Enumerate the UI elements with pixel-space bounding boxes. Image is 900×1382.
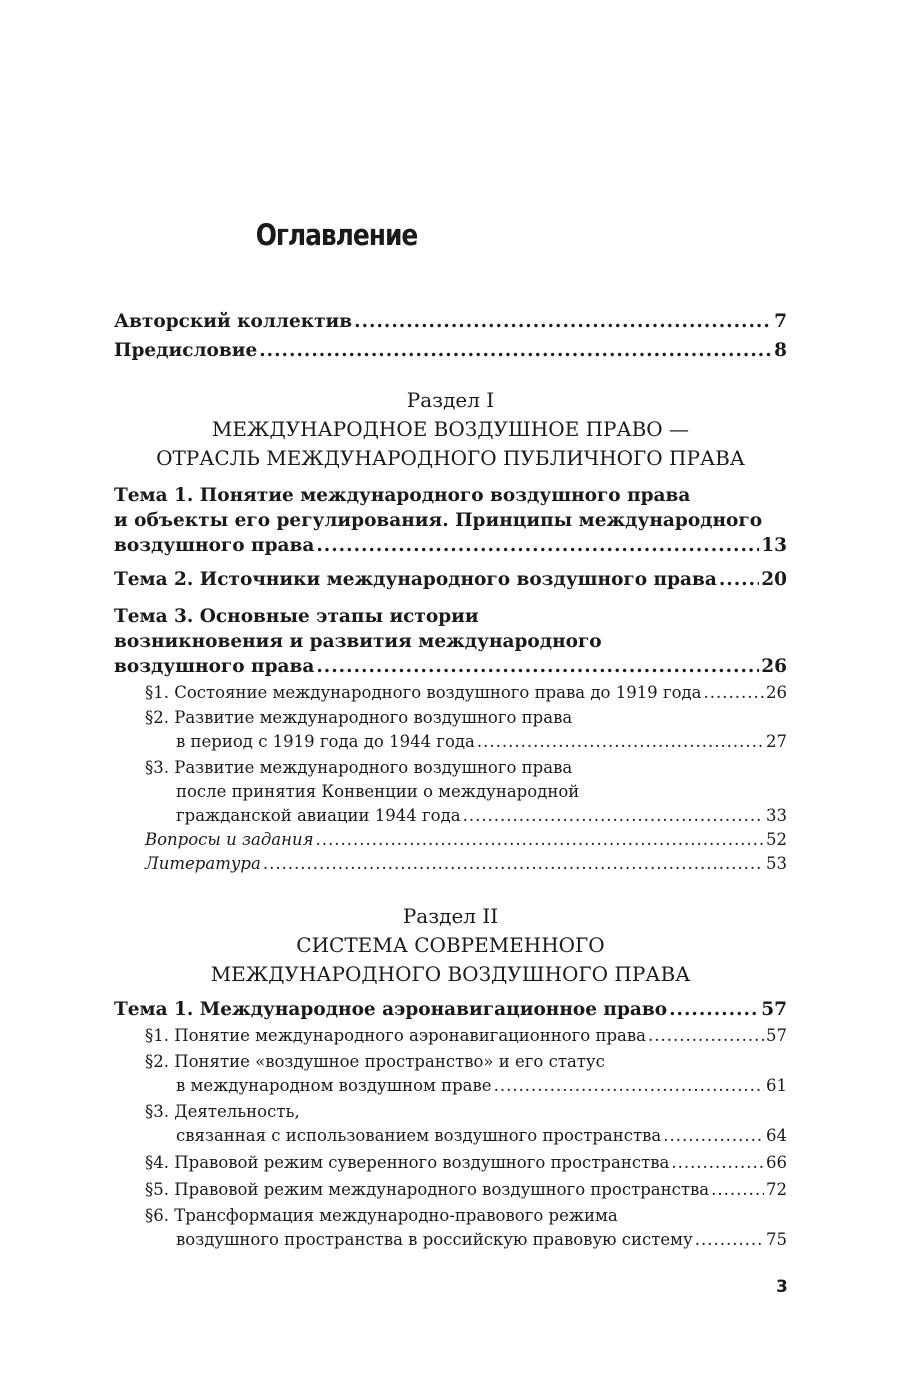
- leader-dots: [704, 681, 764, 705]
- toc-entry-text: возникновения и развития международного: [114, 631, 602, 652]
- toc-entry-text: Вопросы и задания: [145, 830, 314, 849]
- toc-entry-text: в период с 1919 года до 1944 года: [176, 732, 475, 751]
- toc-page-number: 57: [766, 1026, 787, 1045]
- toc-entry-s1-questions[interactable]: [114, 828, 787, 852]
- toc-entry-text: гражданской авиации 1944 года: [176, 806, 461, 825]
- toc-entry-s2-topic1[interactable]: [114, 997, 787, 1022]
- toc-entry-authors[interactable]: [114, 309, 787, 334]
- toc-entry-text: после принятия Конвенции о международной: [176, 782, 580, 801]
- toc-page-number: 64: [766, 1126, 787, 1145]
- page-title: Оглавление: [255, 218, 418, 252]
- section-1-heading: [114, 386, 787, 473]
- leader-dots: [316, 533, 759, 558]
- section-name-line: ОТРАСЛЬ МЕЖДУНАРОДНОГО ПУБЛИЧНОГО ПРАВА: [156, 446, 745, 470]
- toc-page-number: 52: [766, 830, 787, 849]
- toc-entry-text: связанная с использованием воздушного пространства: [176, 1126, 662, 1145]
- toc-entry-text: §3. Деятельность,: [145, 1102, 300, 1121]
- toc-page-number: 13: [761, 535, 787, 556]
- toc-entry-s1-topic1[interactable]: [114, 483, 787, 558]
- page-number: 3: [776, 1277, 788, 1297]
- toc-page-number: 8: [774, 340, 787, 361]
- toc-page-number: 75: [766, 1230, 787, 1249]
- toc-entry-s1-t3-p2[interactable]: [114, 706, 787, 754]
- leader-dots: [719, 567, 759, 592]
- leader-dots: [463, 804, 764, 828]
- toc-entry-s1-literature[interactable]: [114, 852, 787, 876]
- toc-entry-s2-t1-p5[interactable]: [114, 1178, 787, 1202]
- toc-entry-text: §5. Правовой режим международного воздушного пространства: [145, 1180, 710, 1199]
- toc-entry-preface[interactable]: [114, 338, 787, 363]
- leader-dots: [263, 852, 764, 876]
- toc-page-number: 26: [766, 683, 787, 702]
- toc-page-number: 53: [766, 854, 787, 873]
- toc-entry-text: §3. Развитие международного воздушного права: [145, 758, 573, 777]
- toc-entry-text: §1. Состояние международного воздушного права до 1919 года: [145, 683, 702, 702]
- toc-entry-text: Тема 1. Международное аэронавигационное право: [114, 999, 668, 1020]
- toc-entry-text: воздушного пространства в российскую правовую систему: [176, 1230, 693, 1249]
- toc-entry-text: Тема 1. Понятие международного воздушного права: [114, 485, 691, 506]
- toc-entry-s2-t1-p1[interactable]: [114, 1024, 787, 1048]
- section-name-line: МЕЖДУНАРОДНОЕ ВОЗДУШНОЕ ПРАВО —: [211, 417, 690, 441]
- toc-page-number: 27: [766, 732, 787, 751]
- toc-entry-text: §2. Развитие международного воздушного права: [145, 708, 573, 727]
- leader-dots: [695, 1228, 764, 1252]
- toc-page-number: 7: [774, 311, 787, 332]
- toc-entry-text: Тема 3. Основные этапы истории: [114, 606, 479, 627]
- leader-dots: [663, 1124, 764, 1148]
- section-number: Раздел II: [402, 904, 499, 928]
- toc-entry-text: §4. Правовой режим суверенного воздушного пространства: [145, 1153, 670, 1172]
- toc-entry-s1-t3-p3[interactable]: [114, 756, 787, 828]
- toc-entry-text: Литература: [145, 854, 261, 873]
- toc-page-number: 26: [761, 656, 787, 677]
- section-name-line: СИСТЕМА СОВРЕМЕННОГО: [296, 933, 605, 957]
- leader-dots: [648, 1024, 764, 1048]
- toc-entry-s1-topic3[interactable]: [114, 604, 787, 679]
- toc-page-number: 33: [766, 806, 787, 825]
- toc-entry-text: §1. Понятие международного аэронавигационного права: [145, 1026, 646, 1045]
- leader-dots: [711, 1178, 764, 1202]
- toc-entry-s2-t1-p6[interactable]: [114, 1204, 787, 1252]
- toc-entry-s1-t3-p1[interactable]: [114, 681, 787, 705]
- toc-entry-s2-t1-p4[interactable]: [114, 1151, 787, 1175]
- toc-page-number: 20: [761, 569, 787, 590]
- leader-dots: [671, 1151, 764, 1175]
- leader-dots: [354, 309, 772, 334]
- toc-entry-text: Предисловие: [114, 340, 258, 361]
- section-2-heading: [114, 902, 787, 989]
- toc-entry-text: в международном воздушном праве: [176, 1076, 492, 1095]
- toc-entry-text: воздушного права: [114, 535, 315, 556]
- toc-page-number: 57: [761, 999, 787, 1020]
- toc-entry-text: воздушного права: [114, 656, 315, 677]
- toc-entry-text: Авторский коллектив: [114, 311, 353, 332]
- leader-dots: [669, 997, 759, 1022]
- toc-entry-text: §6. Трансформация международно-правового режима: [145, 1206, 618, 1225]
- toc-entry-text: §2. Понятие «воздушное пространство» и его статус: [145, 1052, 605, 1071]
- leader-dots: [259, 338, 772, 363]
- toc-page-number: 66: [766, 1153, 787, 1172]
- toc-entry-text: Тема 2. Источники международного воздушного права: [114, 569, 717, 590]
- toc-entry-text: и объекты его регулирования. Принципы международного: [114, 510, 763, 531]
- section-number: Раздел I: [406, 388, 495, 412]
- toc-page-number: 72: [766, 1180, 787, 1199]
- toc-page-number: 61: [766, 1076, 787, 1095]
- leader-dots: [316, 828, 764, 852]
- section-name-line: МЕЖДУНАРОДНОГО ВОЗДУШНОГО ПРАВА: [210, 962, 691, 986]
- leader-dots: [494, 1074, 764, 1098]
- leader-dots: [477, 730, 764, 754]
- toc-entry-s2-t1-p2[interactable]: [114, 1050, 787, 1098]
- toc-entry-s2-t1-p3[interactable]: [114, 1100, 787, 1148]
- leader-dots: [316, 654, 759, 679]
- toc-entry-s1-topic2[interactable]: [114, 567, 787, 592]
